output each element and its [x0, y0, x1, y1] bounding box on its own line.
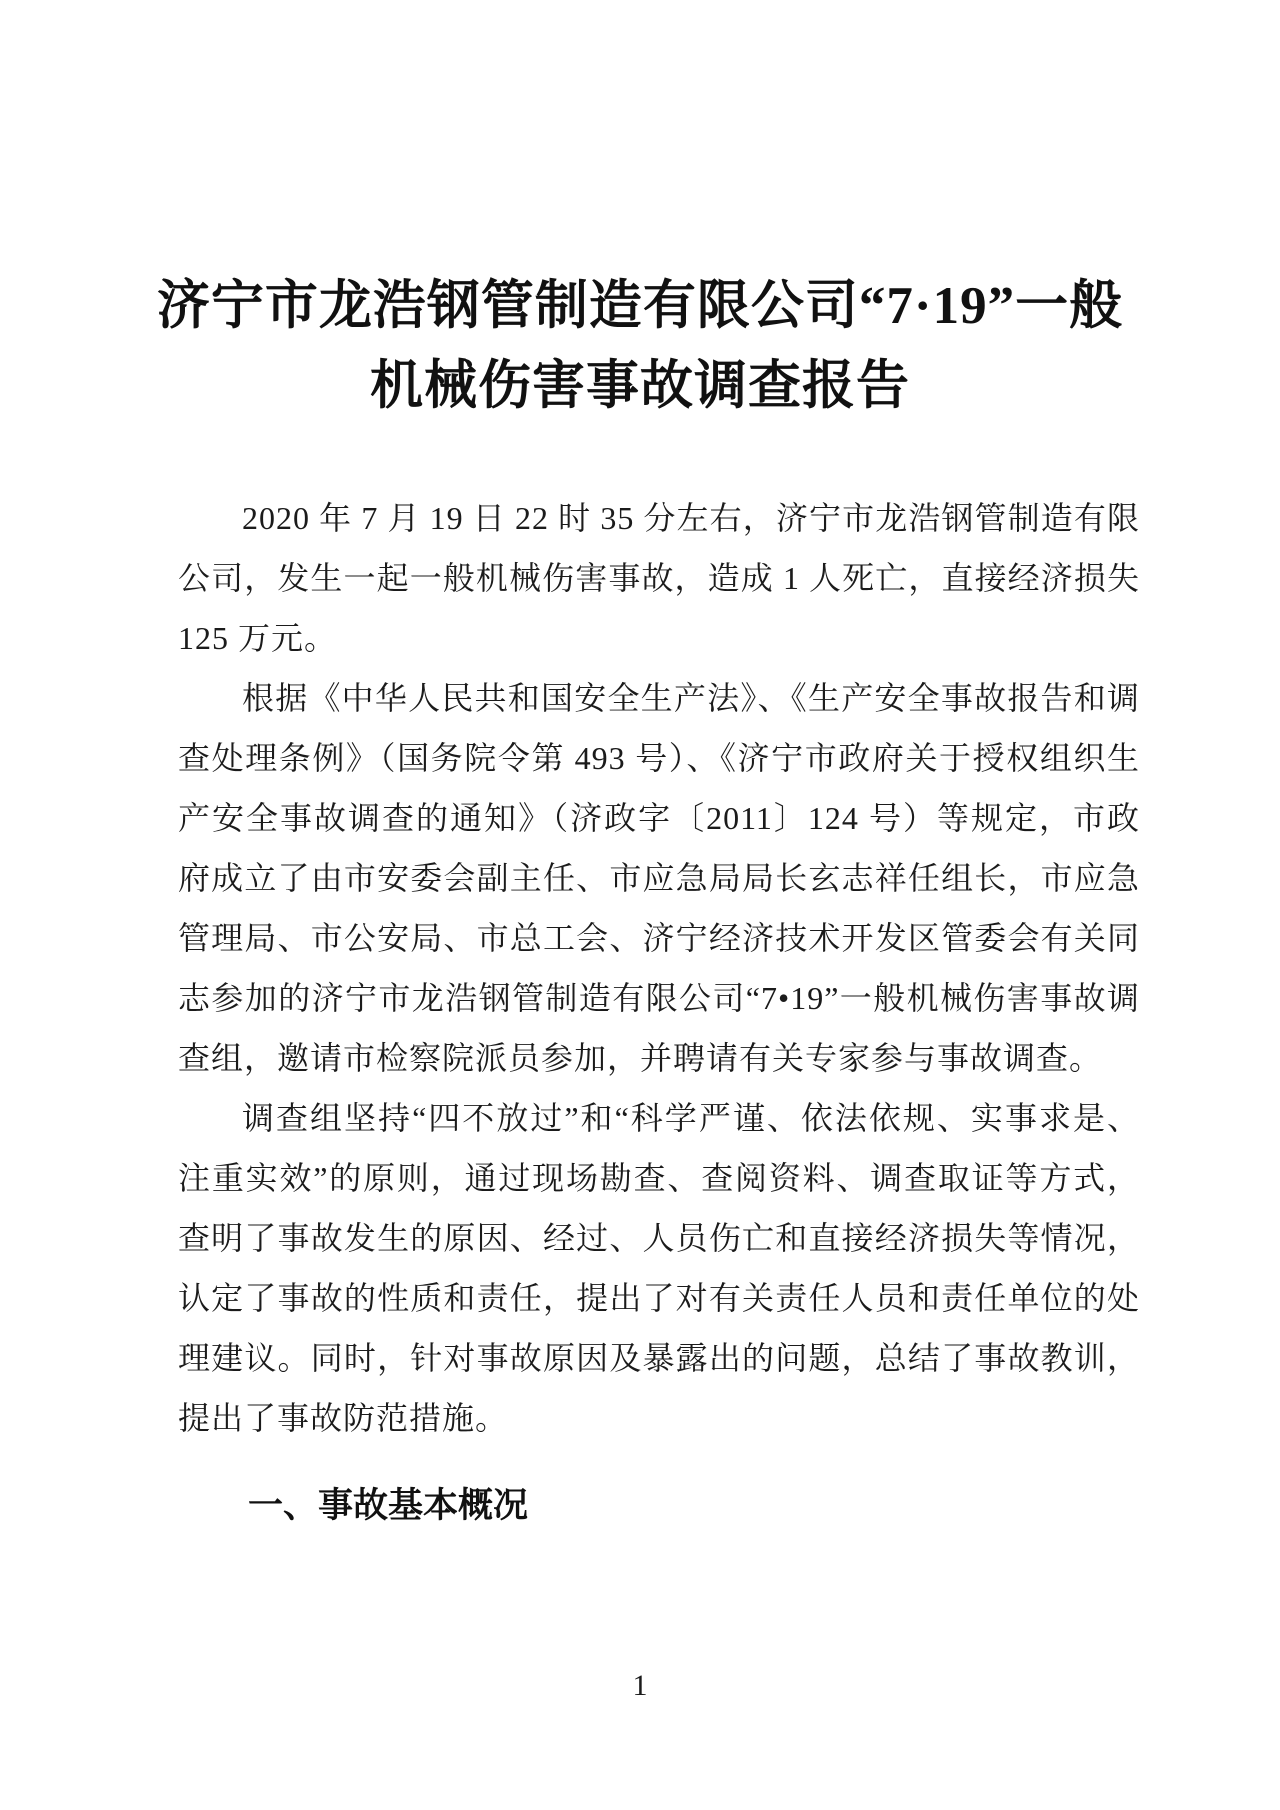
document-title-line-2: 机械伤害事故调查报告 — [370, 357, 910, 415]
document-title-line-1: 济宁市龙浩钢管制造有限公司“7·19”一般 — [156, 277, 1124, 335]
document-title — [0, 0, 1280, 426]
paragraph-investigation-principles: 调查组坚持“四不放过”和“科学严谨、依法依规、实事求是、注重实效”的原则，通过现场勘查、查阅资料、调查取证等方式，查明了事故发生的原因、经过、人员伤亡和直接经济损失等情况，认定了事故的性质和责任，提出了对有关责任人员和责任单位的处理建议。同时，针对事故原因及暴露出的问题，总结了事故教训，提出了事故防范措施。 — [178, 1100, 1140, 1436]
paragraph-legal-basis: 根据《中华人民共和国安全生产法》、《生产安全事故报告和调查处理条例》（国务院令第 493 号）、《济宁市政府关于授权组织生产安全事故调查的通知》（济政字〔2011〕124 号）等规定，市政府成立了由市安委会副主任、市应急局局长玄志祥任组长，市应急管理局、市公安局、市总工会、济宁经济技术开发区管委会有关同志参加的济宁市龙浩钢管制造有限公司“7•19”一般机械伤害事故调查组，邀请市检察院派员参加，并聘请有关专家参与事故调查。 — [178, 680, 1140, 1076]
section-heading-basic-overview: 一、事故基本概况 — [248, 1486, 529, 1525]
page-number: 1 — [632, 1669, 648, 1702]
document-body — [178, 488, 1140, 1536]
paragraph-incident-summary: 2020 年 7 月 19 日 22 时 35 分左右，济宁市龙浩钢管制造有限公司，发生一起一般机械伤害事故，造成 1 人死亡，直接经济损失 125 万元。 — [178, 500, 1140, 656]
